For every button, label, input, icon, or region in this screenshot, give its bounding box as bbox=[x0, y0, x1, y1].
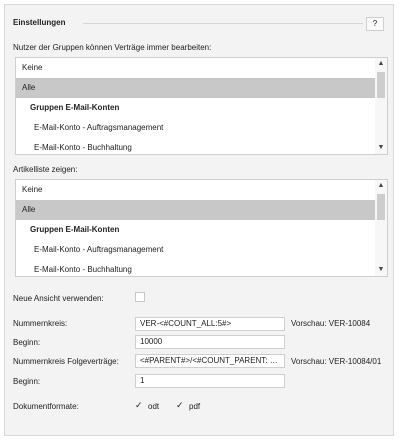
listbox-rows bbox=[16, 58, 387, 155]
new-view-label: Neue Ansicht verwenden: bbox=[13, 294, 104, 303]
scroll-up-icon[interactable]: ▲ bbox=[377, 60, 385, 67]
list-item[interactable]: Alle bbox=[16, 200, 387, 220]
pdf-label: pdf bbox=[189, 402, 201, 411]
follow-range-preview: Vorschau: VER-10084/01 bbox=[291, 357, 382, 366]
list-item[interactable]: Keine bbox=[22, 185, 43, 194]
list-item[interactable]: E-Mail-Konto - Auftragsmanagement bbox=[34, 245, 164, 254]
listbox-rows bbox=[16, 180, 387, 277]
list-item[interactable]: Gruppen E-Mail-Konten bbox=[30, 225, 120, 234]
start-input-2[interactable]: 1 bbox=[135, 374, 285, 388]
number-range-label: Nummernkreis: bbox=[13, 319, 68, 328]
list-item[interactable]: E-Mail-Konto - Buchhaltung bbox=[34, 143, 132, 152]
scroll-up-icon[interactable]: ▲ bbox=[377, 182, 385, 189]
settings-panel bbox=[4, 4, 394, 436]
section-title: Einstellungen bbox=[13, 18, 66, 27]
doc-formats-label: Dokumentformate: bbox=[13, 402, 79, 411]
list-item[interactable]: E-Mail-Konto - Buchhaltung bbox=[34, 265, 132, 274]
list-item[interactable]: E-Mail-Konto - Auftragsmanagement bbox=[34, 123, 164, 132]
new-view-checkbox[interactable] bbox=[135, 292, 145, 302]
article-list-label: Artikelliste zeigen: bbox=[13, 165, 78, 174]
pdf-check-icon[interactable]: ✓ bbox=[176, 400, 184, 410]
edit-groups-listbox[interactable] bbox=[15, 57, 388, 155]
edit-groups-scrollbar[interactable] bbox=[375, 58, 387, 154]
list-item[interactable]: Keine bbox=[22, 63, 43, 72]
scroll-down-icon[interactable]: ▼ bbox=[377, 144, 385, 151]
list-item[interactable]: Gruppen E-Mail-Konten bbox=[30, 103, 120, 112]
scroll-thumb[interactable] bbox=[377, 72, 385, 98]
start-input[interactable]: 10000 bbox=[135, 335, 285, 349]
number-range-preview: Vorschau: VER-10084 bbox=[291, 319, 371, 328]
article-list-scrollbar[interactable] bbox=[375, 180, 387, 276]
scroll-thumb[interactable] bbox=[377, 194, 385, 220]
help-button[interactable]: ? bbox=[366, 17, 384, 31]
article-list-listbox[interactable] bbox=[15, 179, 388, 277]
number-range-input[interactable]: VER-<#COUNT_ALL:5#> bbox=[135, 317, 285, 331]
section-divider bbox=[83, 23, 363, 24]
odt-check-icon[interactable]: ✓ bbox=[135, 400, 143, 410]
follow-range-label: Nummernkreis Folgeverträge: bbox=[13, 357, 119, 366]
start-label-2: Beginn: bbox=[13, 377, 41, 386]
edit-groups-label: Nutzer der Gruppen können Verträge immer bearbeiten: bbox=[13, 43, 212, 52]
scroll-down-icon[interactable]: ▼ bbox=[377, 266, 385, 273]
start-label: Beginn: bbox=[13, 338, 41, 347]
follow-range-input[interactable]: <#PARENT#>/<#COUNT_PARENT: … bbox=[135, 354, 285, 368]
list-item[interactable]: Alle bbox=[16, 78, 387, 98]
odt-label: odt bbox=[148, 402, 160, 411]
